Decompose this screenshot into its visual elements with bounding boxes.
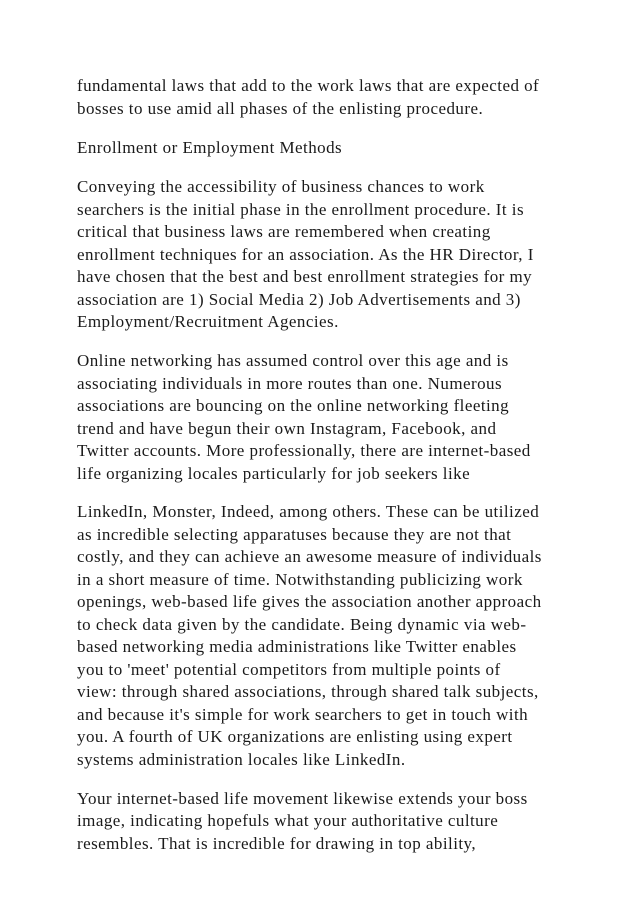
text-line: Twitter accounts. More professionally, there are internet-based xyxy=(77,441,531,460)
text-line: bosses to use amid all phases of the enlisting procedure. xyxy=(77,99,484,118)
text-line: association are 1) Social Media 2) Job Advertisements and 3) xyxy=(77,290,521,309)
text-line: based networking media administrations like Twitter enables xyxy=(77,637,517,656)
text-line: costly, and they can achieve an awesome measure of individuals xyxy=(77,547,542,566)
text-line: to check data given by the candidate. Being dynamic via web- xyxy=(77,615,527,634)
text-line: Online networking has assumed control over this age and is xyxy=(77,351,509,370)
text-line: fundamental laws that add to the work laws that are expected of xyxy=(77,76,540,95)
text-line: LinkedIn, Monster, Indeed, among others. These can be utilized xyxy=(77,502,540,521)
text-line: critical that business laws are remembered when creating xyxy=(77,222,491,241)
text-line: resembles. That is incredible for drawing in top ability, xyxy=(77,834,477,853)
text-line: trend and have begun their own Instagram, Facebook, and xyxy=(77,419,497,438)
text-line: you. A fourth of UK organizations are enlisting using expert xyxy=(77,727,513,746)
text-line: as incredible selecting apparatuses because they are not that xyxy=(77,525,512,544)
text-line: image, indicating hopefuls what your authoritative culture xyxy=(77,811,499,830)
text-line: Conveying the accessibility of business chances to work xyxy=(77,177,485,196)
text-line: have chosen that the best and best enrollment strategies for my xyxy=(77,267,533,286)
text-line: Employment/Recruitment Agencies. xyxy=(77,312,339,331)
text-line: and because it's simple for work searchers to get in touch with xyxy=(77,705,529,724)
section-heading: Enrollment or Employment Methods xyxy=(77,138,343,157)
text-line: openings, web-based life gives the association another approach xyxy=(77,592,542,611)
text-line: life organizing locales particularly for job seekers like xyxy=(77,464,471,483)
text-line: systems administration locales like LinkedIn. xyxy=(77,750,406,769)
text-line: enrollment techniques for an association. As the HR Director, I xyxy=(77,245,534,264)
text-line: in a short measure of time. Notwithstanding publicizing work xyxy=(77,570,523,589)
text-line: view: through shared associations, through shared talk subjects, xyxy=(77,682,539,701)
text-line: associating individuals in more routes than one. Numerous xyxy=(77,374,503,393)
text-line: associations are bouncing on the online networking fleeting xyxy=(77,396,510,415)
text-line: searchers is the initial phase in the enrollment procedure. It is xyxy=(77,200,525,219)
text-line: Your internet-based life movement likewise extends your boss xyxy=(77,789,528,808)
text-line: you to 'meet' potential competitors from multiple points of xyxy=(77,660,501,679)
